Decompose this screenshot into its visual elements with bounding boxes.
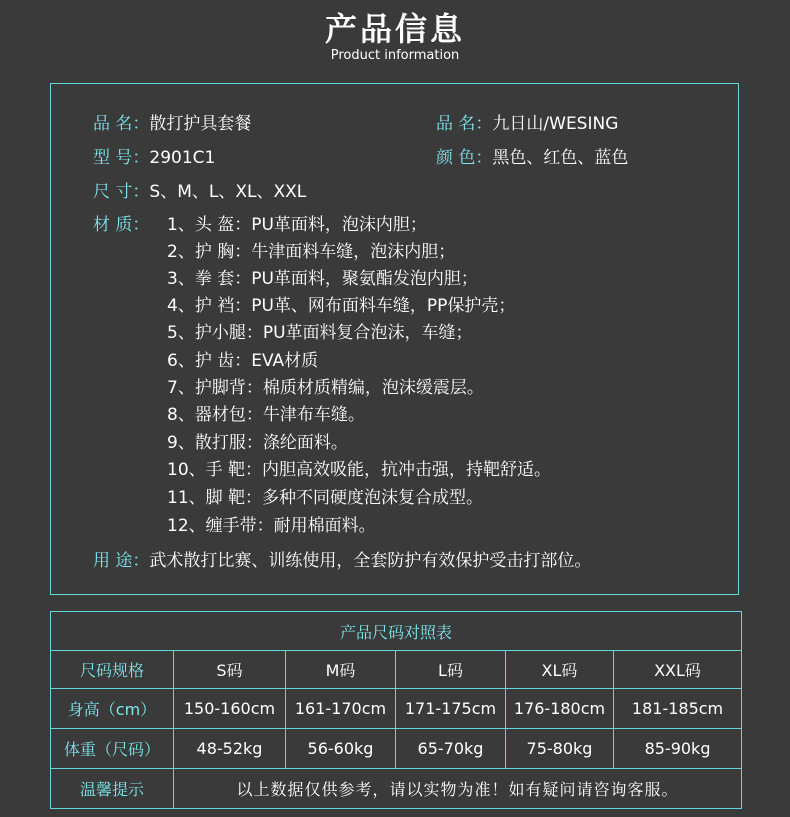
material-item: 10、手 靶：内胆高效吸能，抗冲击强，持靶舒适。 [167, 460, 552, 480]
material-label-line [93, 214, 149, 236]
material-item: 12、缠手带：耐用棉面料。 [167, 516, 376, 536]
section-header [0, 0, 790, 80]
tip-label: 温馨提示 [51, 769, 174, 809]
color-line [436, 147, 628, 169]
table-cell: 75-80kg [506, 729, 614, 769]
table-cell: 85-90kg [614, 729, 742, 769]
model-value: 2901C1 [149, 148, 216, 168]
size-value: S、M、L、XL、XXL [149, 182, 307, 202]
material-item: 9、散打服：涤纶面料。 [167, 433, 348, 453]
tip-text: 以上数据仅供参考，请以实物为准！如有疑问请咨询客服。 [174, 769, 742, 809]
color-label: 颜 色： [436, 148, 493, 168]
usage-label: 用 途： [93, 551, 150, 571]
size-line [93, 181, 306, 203]
header-cell: M码 [286, 651, 396, 689]
brand-name-line [436, 113, 618, 135]
size-chart-table [50, 611, 742, 809]
material-label: 材 质： [93, 215, 150, 235]
table-cell: 150-160cm [174, 689, 286, 729]
header-cell: XXL码 [614, 651, 742, 689]
size-label: 尺 寸： [93, 182, 150, 202]
header-cell: L码 [396, 651, 506, 689]
usage-value: 武术散打比赛、训练使用，全套防护有效保护受击打部位。 [149, 551, 592, 571]
table-cell: 171-175cm [396, 689, 506, 729]
material-item: 5、护小腿：PU革面料复合泡沫，车缝； [167, 323, 473, 343]
usage-line [93, 550, 591, 572]
product-info-box [50, 83, 739, 595]
header-cell: S码 [174, 651, 286, 689]
brand-name-value: 九日山/WESING [492, 114, 619, 134]
model-line [93, 147, 215, 169]
section-title: 产品信息 [324, 10, 465, 48]
brand-name-label: 品 名： [436, 114, 493, 134]
material-item: 3、拳 套：PU革面料，聚氨酯发泡内胆； [167, 269, 478, 289]
size-chart-header-row [51, 651, 742, 689]
table-cell: 181-185cm [614, 689, 742, 729]
color-value: 黑色、红色、蓝色 [492, 148, 629, 168]
height-row [51, 689, 742, 729]
material-item: 11、脚 靶：多种不同硬度泡沫复合成型。 [167, 488, 484, 508]
weight-row [51, 729, 742, 769]
table-cell: 176-180cm [506, 689, 614, 729]
table-cell: 65-70kg [396, 729, 506, 769]
table-cell: 161-170cm [286, 689, 396, 729]
material-item: 1、头 盔：PU革面料，泡沫内胆； [167, 215, 427, 235]
model-label: 型 号： [93, 148, 150, 168]
product-name-value: 散打护具套餐 [149, 114, 252, 134]
material-item: 2、护 胸：牛津面料车缝，泡沫内胆； [167, 242, 456, 262]
row-label: 身高（cm） [51, 689, 174, 729]
row-label: 体重（尺码） [51, 729, 174, 769]
material-item: 7、护脚背：棉质材质精编，泡沫缓震层。 [167, 378, 484, 398]
product-name-label: 品 名： [93, 114, 150, 134]
section-subtitle: Product information [330, 48, 460, 63]
material-item: 8、器材包：牛津布车缝。 [167, 405, 365, 425]
size-chart-caption: 产品尺码对照表 [51, 612, 742, 651]
tip-row [51, 769, 742, 809]
material-item: 4、护 裆：PU革、网布面料车缝，PP保护壳； [167, 296, 516, 316]
table-cell: 56-60kg [286, 729, 396, 769]
header-cell: 尺码规格 [51, 651, 174, 689]
header-cell: XL码 [506, 651, 614, 689]
table-cell: 48-52kg [174, 729, 286, 769]
material-item: 6、护 齿：EVA材质 [167, 351, 319, 371]
product-name-line [93, 113, 251, 135]
